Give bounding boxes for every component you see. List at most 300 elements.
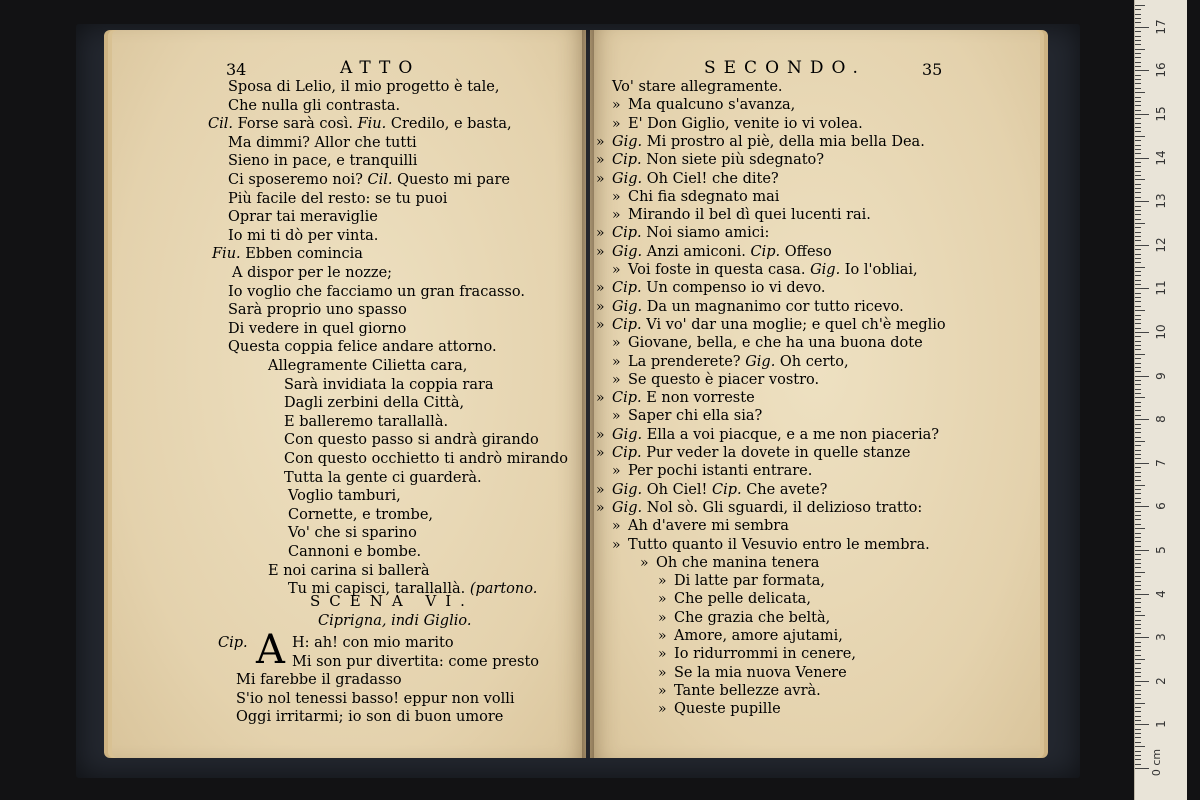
ruler-tick bbox=[1135, 227, 1141, 228]
ruler-tick bbox=[1135, 720, 1141, 721]
ruler-tick bbox=[1135, 188, 1141, 189]
ruler-tick bbox=[1135, 533, 1141, 534]
ruler-tick bbox=[1135, 681, 1149, 682]
speaker-label: Cip. bbox=[612, 225, 642, 242]
ruler-tick bbox=[1135, 358, 1141, 359]
ruler-tick bbox=[1135, 498, 1141, 499]
ruler-tick bbox=[1135, 40, 1141, 41]
ruler-tick bbox=[1135, 97, 1141, 98]
quote-mark: » bbox=[658, 664, 667, 681]
ruler-tick bbox=[1135, 275, 1141, 276]
ruler-tick bbox=[1135, 258, 1141, 259]
ruler-tick bbox=[1135, 101, 1141, 102]
text-line: Oggi irritarmi; io son di buon umore bbox=[236, 709, 504, 726]
ruler-tick bbox=[1135, 515, 1141, 516]
line-text: Allegramente Cilietta cara, bbox=[268, 358, 468, 374]
ruler-tick bbox=[1135, 472, 1141, 473]
ruler-tick bbox=[1135, 672, 1141, 673]
line-text: Dagli zerbini della Città, bbox=[284, 395, 465, 412]
line-text: Se questo è piacer vostro. bbox=[628, 371, 820, 388]
ruler-tick bbox=[1135, 502, 1141, 503]
ruler-tick bbox=[1135, 380, 1141, 381]
ruler-tick bbox=[1135, 36, 1141, 37]
ruler-tick bbox=[1135, 615, 1145, 616]
text-line: H: ah! con mio marito bbox=[292, 635, 454, 651]
ruler-tick bbox=[1135, 655, 1141, 656]
ruler-tick bbox=[1135, 175, 1141, 176]
line-text: Cannoni e bombe. bbox=[288, 544, 422, 560]
ruler-number: 12 bbox=[1154, 237, 1168, 253]
ruler-tick bbox=[1135, 219, 1141, 220]
ruler-unit-label: 0 cm bbox=[1150, 748, 1164, 777]
ruler-tick bbox=[1135, 476, 1141, 477]
ruler-tick bbox=[1135, 428, 1141, 429]
ruler-tick bbox=[1135, 319, 1141, 320]
ruler-tick bbox=[1135, 9, 1141, 10]
ruler-tick bbox=[1135, 437, 1141, 438]
ruler-tick bbox=[1135, 27, 1149, 28]
ruler-tick bbox=[1135, 310, 1145, 311]
quote-mark: » bbox=[612, 518, 621, 535]
ruler-tick bbox=[1135, 519, 1141, 520]
ruler-tick bbox=[1135, 62, 1141, 63]
speaker-label: Cip. bbox=[612, 316, 642, 333]
drop-cap: A bbox=[256, 627, 285, 673]
ruler-tick bbox=[1135, 581, 1141, 582]
quote-mark: » bbox=[596, 298, 605, 315]
ruler-tick bbox=[1135, 297, 1141, 298]
speaker-label: Gig. bbox=[745, 353, 776, 370]
ruler-tick bbox=[1135, 184, 1141, 185]
quote-mark: » bbox=[596, 133, 605, 150]
quote-mark: » bbox=[658, 646, 667, 663]
ruler-tick bbox=[1135, 315, 1141, 316]
quote-mark: » bbox=[612, 408, 621, 425]
quote-mark: » bbox=[658, 591, 667, 608]
ruler-tick bbox=[1135, 724, 1149, 725]
ruler-tick bbox=[1135, 524, 1141, 525]
quote-mark: » bbox=[612, 97, 621, 114]
ruler-tick bbox=[1135, 53, 1141, 54]
text-line: S'io nol tenessi basso! eppur non volli bbox=[236, 690, 515, 707]
ruler-tick bbox=[1135, 88, 1141, 89]
quote-mark: » bbox=[640, 554, 649, 571]
ruler-tick bbox=[1135, 158, 1149, 159]
ruler-tick bbox=[1135, 511, 1141, 512]
ruler-tick bbox=[1135, 301, 1141, 302]
ruler-tick bbox=[1135, 764, 1141, 765]
quote-mark: » bbox=[612, 353, 621, 370]
ruler-tick bbox=[1135, 75, 1141, 76]
ruler-tick bbox=[1135, 66, 1141, 67]
ruler-tick bbox=[1135, 567, 1141, 568]
ruler-tick bbox=[1135, 214, 1141, 215]
line-text: Mi prostro al piè, della mia bella Dea. bbox=[646, 133, 925, 150]
ruler-tick bbox=[1135, 376, 1149, 377]
ruler-tick bbox=[1135, 659, 1145, 660]
line-text: Offeso bbox=[784, 243, 832, 260]
line-text: Ebben comincia bbox=[245, 246, 363, 263]
speaker-label: Gig. bbox=[810, 262, 841, 278]
ruler-number: 9 bbox=[1154, 371, 1168, 380]
ruler-tick bbox=[1135, 140, 1141, 141]
line-text: Vo' stare allegramente. bbox=[612, 79, 783, 95]
ruler-tick bbox=[1135, 267, 1145, 268]
quote-mark: » bbox=[658, 573, 667, 590]
line-text: La prenderete? bbox=[628, 353, 741, 370]
line-text: Di latte par formata, bbox=[674, 573, 825, 590]
ruler-tick bbox=[1135, 637, 1149, 638]
line-text: Queste pupille bbox=[674, 701, 781, 718]
speaker-label: Cip. bbox=[612, 152, 642, 169]
ruler-tick bbox=[1135, 162, 1141, 163]
quote-mark: » bbox=[596, 152, 605, 169]
line-text: Che nulla gli contrasta. bbox=[228, 97, 401, 114]
ruler-tick bbox=[1135, 280, 1141, 281]
ruler-tick bbox=[1135, 628, 1141, 629]
ruler-tick bbox=[1135, 550, 1149, 551]
ruler-tick bbox=[1135, 70, 1149, 71]
ruler-tick bbox=[1135, 607, 1141, 608]
line-text: Che avete? bbox=[746, 481, 828, 498]
ruler-tick bbox=[1135, 197, 1141, 198]
line-text: Ma dimmi? Allor che tutti bbox=[228, 134, 417, 151]
ruler-tick bbox=[1135, 485, 1145, 486]
line-text: Giovane, bella, e che ha una buona dote bbox=[628, 335, 923, 352]
ruler-tick bbox=[1135, 249, 1141, 250]
line-text: Con questo occhietto ti andrò mirando bbox=[284, 451, 569, 467]
ruler-tick bbox=[1135, 768, 1149, 769]
left-running-head: ATTO bbox=[340, 58, 421, 78]
line-text: Io voglio che facciamo un gran fracasso. bbox=[228, 283, 525, 300]
ruler-tick bbox=[1135, 620, 1141, 621]
ruler-tick bbox=[1135, 572, 1145, 573]
line-text: Se la mia nuova Venere bbox=[674, 664, 847, 681]
line-text: Vo' che si sparino bbox=[288, 525, 417, 542]
ruler-tick bbox=[1135, 131, 1141, 132]
ruler-tick bbox=[1135, 594, 1149, 595]
line-text: Io mi ti dò per vinta. bbox=[228, 227, 379, 244]
ruler-tick bbox=[1135, 393, 1141, 394]
quote-mark: » bbox=[596, 243, 605, 260]
line-text: Oh che manina tenera bbox=[656, 554, 820, 571]
ruler-number: 11 bbox=[1154, 280, 1168, 297]
quote-mark: » bbox=[658, 609, 667, 626]
ruler-tick bbox=[1135, 114, 1149, 115]
line-text: Di vedere in quel giorno bbox=[228, 320, 407, 337]
ruler-tick bbox=[1135, 467, 1141, 468]
ruler-tick bbox=[1135, 31, 1141, 32]
ruler-tick bbox=[1135, 354, 1145, 355]
ruler-tick bbox=[1135, 262, 1141, 263]
ruler-tick bbox=[1135, 367, 1141, 368]
line-text: Sarà proprio uno spasso bbox=[228, 302, 407, 319]
ruler-tick bbox=[1135, 284, 1141, 285]
line-text: Sarà invidiata la coppia rara bbox=[284, 376, 494, 393]
quote-mark: » bbox=[612, 371, 621, 388]
speaker-label: Cip. bbox=[612, 390, 642, 407]
speaker-label: Cip. bbox=[612, 445, 642, 461]
ruler-tick bbox=[1135, 389, 1141, 390]
ruler-tick bbox=[1135, 345, 1141, 346]
ruler-tick bbox=[1135, 22, 1141, 23]
quote-mark: » bbox=[596, 170, 605, 187]
ruler-number: 13 bbox=[1154, 193, 1168, 209]
ruler-tick bbox=[1135, 611, 1141, 612]
quote-mark: » bbox=[596, 445, 605, 461]
quote-mark: » bbox=[658, 682, 667, 699]
ruler-tick bbox=[1135, 685, 1141, 686]
ruler-tick bbox=[1135, 424, 1141, 425]
ruler-number: 1 bbox=[1154, 720, 1168, 729]
quote-mark: » bbox=[596, 225, 605, 242]
ruler-tick bbox=[1135, 201, 1149, 202]
speaker-label: Gig. bbox=[612, 499, 643, 516]
line-text: Mirando il bel dì quei lucenti rai. bbox=[628, 207, 871, 224]
ruler-tick bbox=[1135, 306, 1141, 307]
ruler-tick bbox=[1135, 149, 1141, 150]
ruler-tick bbox=[1135, 127, 1141, 128]
ruler-number: 7 bbox=[1154, 458, 1168, 467]
ruler-tick bbox=[1135, 83, 1141, 84]
ruler-tick bbox=[1135, 179, 1145, 180]
text-line: Mi son pur divertita: come presto bbox=[292, 653, 540, 670]
ruler-tick bbox=[1135, 559, 1141, 560]
quote-mark: » bbox=[612, 536, 621, 553]
ruler-tick bbox=[1135, 123, 1141, 124]
ruler-tick bbox=[1135, 585, 1141, 586]
ruler-tick bbox=[1135, 293, 1141, 294]
line-text: Non siete più sdegnato? bbox=[646, 152, 825, 169]
ruler-tick bbox=[1135, 663, 1141, 664]
line-text: Tutto quanto il Vesuvio entro le membra. bbox=[628, 536, 930, 553]
line-text: Più facile del resto: se tu puoi bbox=[228, 190, 448, 207]
quote-mark: » bbox=[596, 280, 605, 297]
line-text: Voglio tamburi, bbox=[288, 488, 401, 505]
speaker-label: Cil. bbox=[208, 116, 233, 133]
quote-mark: » bbox=[596, 316, 605, 333]
ruler-tick bbox=[1135, 489, 1141, 490]
ruler-tick bbox=[1135, 328, 1141, 329]
line-text: Sposa di Lelio, il mio progetto è tale, bbox=[228, 79, 500, 95]
ruler-tick bbox=[1135, 742, 1141, 743]
ruler-tick bbox=[1135, 341, 1141, 342]
quote-mark: » bbox=[612, 335, 621, 352]
ruler-tick bbox=[1135, 698, 1141, 699]
ruler-tick bbox=[1135, 506, 1149, 507]
ruler-tick bbox=[1135, 602, 1141, 603]
ruler-tick bbox=[1135, 92, 1145, 93]
speaker-label: Fiu. bbox=[357, 116, 387, 133]
ruler-tick bbox=[1135, 563, 1141, 564]
line-text: E balleremo tarallallà. bbox=[284, 413, 449, 430]
line-text: Tutta la gente ci guarderà. bbox=[284, 469, 482, 486]
measuring-ruler bbox=[1134, 0, 1187, 800]
ruler-tick bbox=[1135, 694, 1141, 695]
quote-mark: » bbox=[596, 481, 605, 498]
ruler-tick bbox=[1135, 349, 1141, 350]
ruler-tick bbox=[1135, 624, 1141, 625]
line-text: E non vorreste bbox=[646, 390, 755, 407]
speaker-label: Gig. bbox=[612, 481, 643, 498]
ruler-number: 15 bbox=[1154, 106, 1168, 122]
ruler-tick bbox=[1135, 397, 1145, 398]
ruler-tick bbox=[1135, 642, 1141, 643]
ruler-tick bbox=[1135, 363, 1141, 364]
ruler-tick bbox=[1135, 537, 1141, 538]
line-text: Vi vo' dar una moglie; e quel ch'è meglio bbox=[646, 316, 946, 333]
ruler-tick bbox=[1135, 49, 1145, 50]
ruler-tick bbox=[1135, 136, 1145, 137]
ruler-tick bbox=[1135, 541, 1141, 542]
line-text: Credilo, e basta, bbox=[390, 116, 512, 133]
speaker-label: Cip. bbox=[612, 280, 642, 297]
line-text: Un compenso io vi devo. bbox=[646, 280, 826, 297]
ruler-number: 2 bbox=[1154, 676, 1168, 685]
quote-mark: » bbox=[596, 499, 605, 516]
line-text: E noi carina si ballerà bbox=[268, 562, 430, 579]
ruler-number: 8 bbox=[1154, 415, 1168, 424]
line-text: Nol sò. Gli sguardi, il delizioso tratto: bbox=[646, 499, 923, 516]
ruler-tick bbox=[1135, 44, 1141, 45]
ruler-tick bbox=[1135, 432, 1141, 433]
ruler-number: 5 bbox=[1154, 546, 1168, 554]
line-text: Questo mi pare bbox=[397, 172, 510, 188]
line-text: Con questo passo si andrà girando bbox=[284, 432, 539, 449]
quote-mark: » bbox=[658, 701, 667, 718]
ruler-tick bbox=[1135, 458, 1141, 459]
ruler-tick bbox=[1135, 554, 1141, 555]
ruler-tick bbox=[1135, 751, 1141, 752]
ruler-tick bbox=[1135, 192, 1141, 193]
line-text: Sieno in pace, e tranquilli bbox=[228, 153, 418, 170]
right-running-head: SECONDO. bbox=[704, 58, 866, 78]
line-text: Ci sposeremo noi? bbox=[228, 172, 363, 188]
speaker-label: Cil. bbox=[367, 172, 393, 188]
ruler-number: 10 bbox=[1154, 324, 1168, 340]
ruler-tick bbox=[1135, 402, 1141, 403]
line-text: Ella a voi piacque, e a me non piaceria? bbox=[646, 426, 940, 443]
scene-speaker: Cip. bbox=[218, 635, 248, 651]
ruler-tick bbox=[1135, 406, 1141, 407]
ruler-tick bbox=[1135, 755, 1141, 756]
line-text: A dispor per le nozze; bbox=[232, 265, 393, 281]
line-text: Questa coppia felice andare attorno. bbox=[228, 339, 497, 356]
ruler-tick bbox=[1135, 737, 1141, 738]
ruler-tick bbox=[1135, 668, 1141, 669]
ruler-tick bbox=[1135, 14, 1141, 15]
speaker-label: Gig. bbox=[612, 243, 643, 260]
line-text: Tante bellezze avrà. bbox=[674, 682, 821, 699]
speaker-label: Gig. bbox=[612, 133, 643, 150]
line-text: E' Don Giglio, venite io vi volea. bbox=[628, 115, 863, 132]
ruler-tick bbox=[1135, 711, 1141, 712]
quote-mark: » bbox=[596, 390, 605, 407]
speaker-label: Cip. bbox=[750, 243, 781, 260]
ruler-tick bbox=[1135, 223, 1145, 224]
text-line: Mi farebbe il gradasso bbox=[236, 672, 402, 689]
ruler-tick bbox=[1135, 759, 1141, 760]
line-text: Anzi amiconi. bbox=[646, 243, 746, 260]
line-text: Io ridurrommi in cenere, bbox=[674, 646, 856, 663]
line-text: Amore, amore ajutami, bbox=[674, 628, 843, 644]
ruler-tick bbox=[1135, 18, 1141, 19]
ruler-tick bbox=[1135, 633, 1141, 634]
line-text: Noi siamo amici: bbox=[646, 225, 770, 242]
ruler-tick bbox=[1135, 703, 1145, 704]
ruler-tick bbox=[1135, 576, 1141, 577]
quote-mark: » bbox=[612, 463, 621, 480]
ruler-tick bbox=[1135, 410, 1141, 411]
line-text: Oh Ciel! che dite? bbox=[646, 170, 779, 187]
ruler-number: 4 bbox=[1154, 589, 1168, 598]
ruler-tick bbox=[1135, 450, 1141, 451]
line-text: Per pochi istanti entrare. bbox=[628, 463, 813, 480]
ruler-tick bbox=[1135, 271, 1141, 272]
ruler-tick bbox=[1135, 371, 1141, 372]
left-page-number: 34 bbox=[226, 60, 247, 79]
speaker-label: Cip. bbox=[711, 481, 742, 498]
ruler-tick bbox=[1135, 729, 1141, 730]
right-page-number: 35 bbox=[922, 60, 943, 79]
ruler-tick bbox=[1135, 166, 1141, 167]
ruler-number: 17 bbox=[1154, 19, 1168, 35]
ruler-tick bbox=[1135, 245, 1149, 246]
line-text: Che grazia che beltà, bbox=[674, 609, 831, 626]
ruler-tick bbox=[1135, 707, 1141, 708]
ruler-tick bbox=[1135, 236, 1141, 237]
ruler-tick bbox=[1135, 419, 1149, 420]
line-text: Io l'obliai, bbox=[844, 262, 918, 278]
ruler-tick bbox=[1135, 454, 1141, 455]
ruler-number: 6 bbox=[1154, 502, 1168, 511]
ruler-tick bbox=[1135, 589, 1141, 590]
ruler-tick bbox=[1135, 118, 1141, 119]
ruler-tick bbox=[1135, 79, 1141, 80]
ruler-number: 3 bbox=[1154, 633, 1168, 642]
quote-mark: » bbox=[612, 207, 621, 224]
ruler-tick bbox=[1135, 336, 1141, 337]
ruler-tick bbox=[1135, 716, 1141, 717]
ruler-tick bbox=[1135, 153, 1141, 154]
ruler-tick bbox=[1135, 240, 1141, 241]
ruler-tick bbox=[1135, 463, 1149, 464]
line-text: Voi foste in questa casa. bbox=[628, 262, 806, 278]
ruler-tick bbox=[1135, 480, 1141, 481]
ruler-tick bbox=[1135, 145, 1141, 146]
ruler-tick bbox=[1135, 288, 1149, 289]
line-text: Che pelle delicata, bbox=[674, 591, 811, 608]
line-text: Oh certo, bbox=[779, 353, 849, 370]
ruler-tick bbox=[1135, 646, 1141, 647]
speaker-label: Gig. bbox=[612, 298, 643, 315]
line-text: Forse sarà così. bbox=[237, 116, 353, 133]
speaker-label: Fiu. bbox=[212, 246, 241, 263]
stage-direction: (partono. bbox=[469, 581, 538, 598]
ruler-tick bbox=[1135, 493, 1141, 494]
line-text: Chi fia sdegnato mai bbox=[628, 188, 780, 205]
ruler-tick bbox=[1135, 598, 1141, 599]
ruler-tick bbox=[1135, 57, 1141, 58]
ruler-tick bbox=[1135, 528, 1145, 529]
line-text: Ma qualcuno s'avanza, bbox=[628, 97, 796, 114]
line-text: Oprar tai meraviglie bbox=[228, 209, 378, 226]
line-text: Ah d'avere mi sembra bbox=[628, 518, 789, 535]
line-text: Tu mi capisci, tarallallà. bbox=[288, 581, 466, 598]
ruler-tick bbox=[1135, 323, 1141, 324]
ruler-tick bbox=[1135, 210, 1141, 211]
ruler-number: 16 bbox=[1154, 62, 1168, 79]
